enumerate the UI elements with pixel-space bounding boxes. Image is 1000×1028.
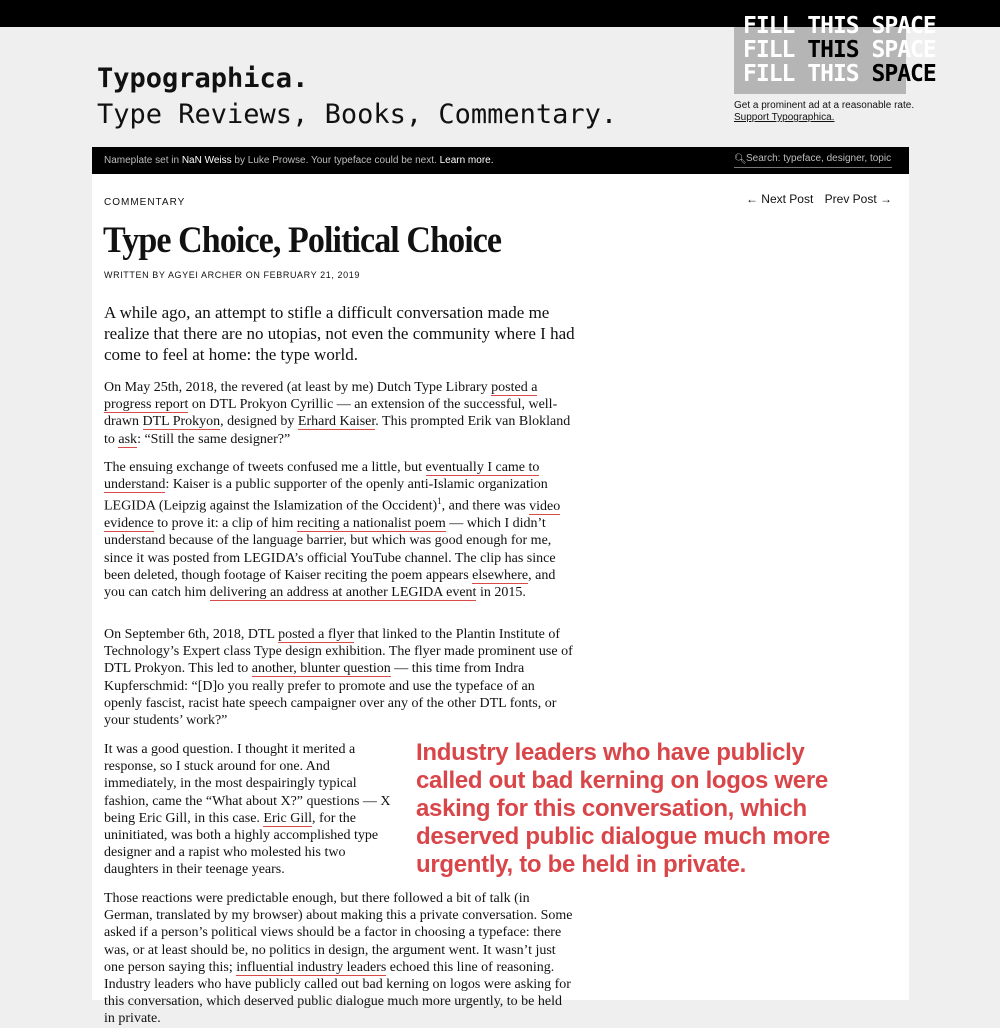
prev-post-link[interactable]: Prev Post →: [824, 192, 892, 206]
elsewhere-link[interactable]: elsewhere: [472, 567, 529, 583]
post-title: Type Choice, Political Choice: [103, 220, 502, 261]
site-header: [97, 62, 617, 134]
search-input[interactable]: [746, 153, 892, 164]
next-post-link[interactable]: ← Next Post: [745, 192, 814, 206]
ad-banner[interactable]: [734, 13, 936, 94]
ad-line-3: FILL THIS SPACE: [743, 61, 936, 87]
erhard-kaiser-link[interactable]: Erhard Kaiser: [297, 414, 376, 430]
paragraph-5: Those reactions were predictable enough, but there followed a bit of talk (in German, translated by my browser) about making this a private conversation. Some asked if a person’s political views should be a factor in choosing a typeface: there was, or at least should be, no politics in design, the argument went. It wasn’t just one person saying this; influential industry leaders echoed this line of reasoning. Industry leaders who have publicly called out bad kerning on logos were asking for this conversation, which deserved public dialogue much more urgently, to be held in private.: [104, 891, 573, 1027]
nameplate-font-link[interactable]: NaN Weiss: [181, 155, 232, 166]
ad-caption: [734, 100, 914, 124]
ad-line-2: FILL THIS SPACE: [743, 37, 936, 63]
video-evidence-link[interactable]: video evidence: [104, 499, 561, 532]
ask-link[interactable]: ask: [118, 431, 138, 447]
industry-leaders-link[interactable]: influential industry leaders: [236, 959, 387, 975]
eric-gill-link[interactable]: Eric Gill: [263, 810, 313, 826]
site-tagline: Type Reviews, Books, Commentary.: [97, 99, 618, 130]
came-to-understand-link[interactable]: eventually I came to understand: [104, 460, 540, 493]
ad-caption-text: Get a prominent ad at a reasonable rate.: [734, 100, 915, 111]
learn-more-link[interactable]: Learn more.: [439, 155, 494, 166]
paragraph-2: The ensuing exchange of tweets confused me a little, but eventually I came to understand: Kaiser is a public supporter of the openly anti-Islamic organization LEGIDA (Leipzig against the Islamization of the Occident)$^1$, and there was video evidence to prove it: a clip of him reciting a nationalist poem — which I didn’t understand because of the language barrier, but which was good enough for me, since it was posted from LEGIDA’s official YouTube channel. The clip has since been deleted, though footage of Kaiser reciting the poem appears elsewhere, and you can catch him delivering an address at another LEGIDA event in 2015.: [104, 460, 561, 601]
paragraph-4: It was a good question. I thought it merited a response, so I stuck around for one. And immediately, in the most despairingly typical fashion, came the “What about X?” questions — X being Eric Gill, in this case. Eric Gill, for the uninitiated, was both a highly accomplished type designer and a rapist who molested his two daughters in their teenage years.: [104, 742, 391, 878]
posted-flyer-link[interactable]: posted a flyer: [278, 627, 355, 642]
nav-bar: [92, 147, 909, 174]
article-panel: [92, 174, 909, 1027]
nameplate-credit: Nameplate set in NaN Weiss by Luke Prowse. Your typeface could be next. Learn more.: [104, 155, 494, 166]
support-link[interactable]: Support Typographica.: [734, 112, 835, 123]
post-lede: A while ago, an attempt to stifle a difficult conversation made me realize that there are no utopias, not even the community where I had come to feel at home: the type world.: [104, 303, 575, 364]
progress-report-link[interactable]: posted a progress report: [104, 380, 538, 413]
footnote-ref[interactable]: 1: [437, 496, 442, 507]
nationalist-poem-link[interactable]: reciting a nationalist poem: [296, 516, 446, 532]
legida-address-link[interactable]: delivering an address at another LEGIDA event: [209, 585, 477, 601]
post-category[interactable]: COMMENTARY: [104, 197, 186, 208]
pull-quote: Industry leaders who have publicly called out bad kerning on logos were asking for this conversation, which deserved public dialogue much more urgently, to be held in private.: [416, 739, 830, 878]
blunter-question-link[interactable]: another, blunter question: [251, 661, 391, 677]
paragraph-3: On September 6th, 2018, DTL posted a flyer that linked to the Plantin Institute of Technology’s Expert class Type design exhibition. The flyer made prominent use of DTL Prokyon. This led to another, blunter question — this time from Indra Kupferschmid: “[D]o you really prefer to promote and use the typeface of an openly fascist, racist hate speech campaigner over any of the other DTL fonts, or your students’ work?”: [104, 627, 573, 729]
ad-line-1: FILL THIS SPACE: [743, 13, 936, 39]
paragraph-1: On May 25th, 2018, the revered (at least by me) Dutch Type Library posted a progress report on DTL Prokyon Cyrillic — an extension of the successful, well-drawn DTL Prokyon, designed by Erhard Kaiser. This prompted Erik van Blokland to ask: “Still the same designer?”: [104, 380, 571, 447]
site-title[interactable]: Typographica.: [97, 63, 309, 94]
post-navigation: [738, 192, 892, 206]
search-icon: 🔍︎: [734, 154, 747, 165]
search-box[interactable]: [734, 154, 892, 168]
post-byline: WRITTEN BY AGYEI ARCHER ON FEBRUARY 21, 2019: [104, 270, 360, 280]
dtl-prokyon-link[interactable]: DTL Prokyon: [142, 414, 221, 430]
